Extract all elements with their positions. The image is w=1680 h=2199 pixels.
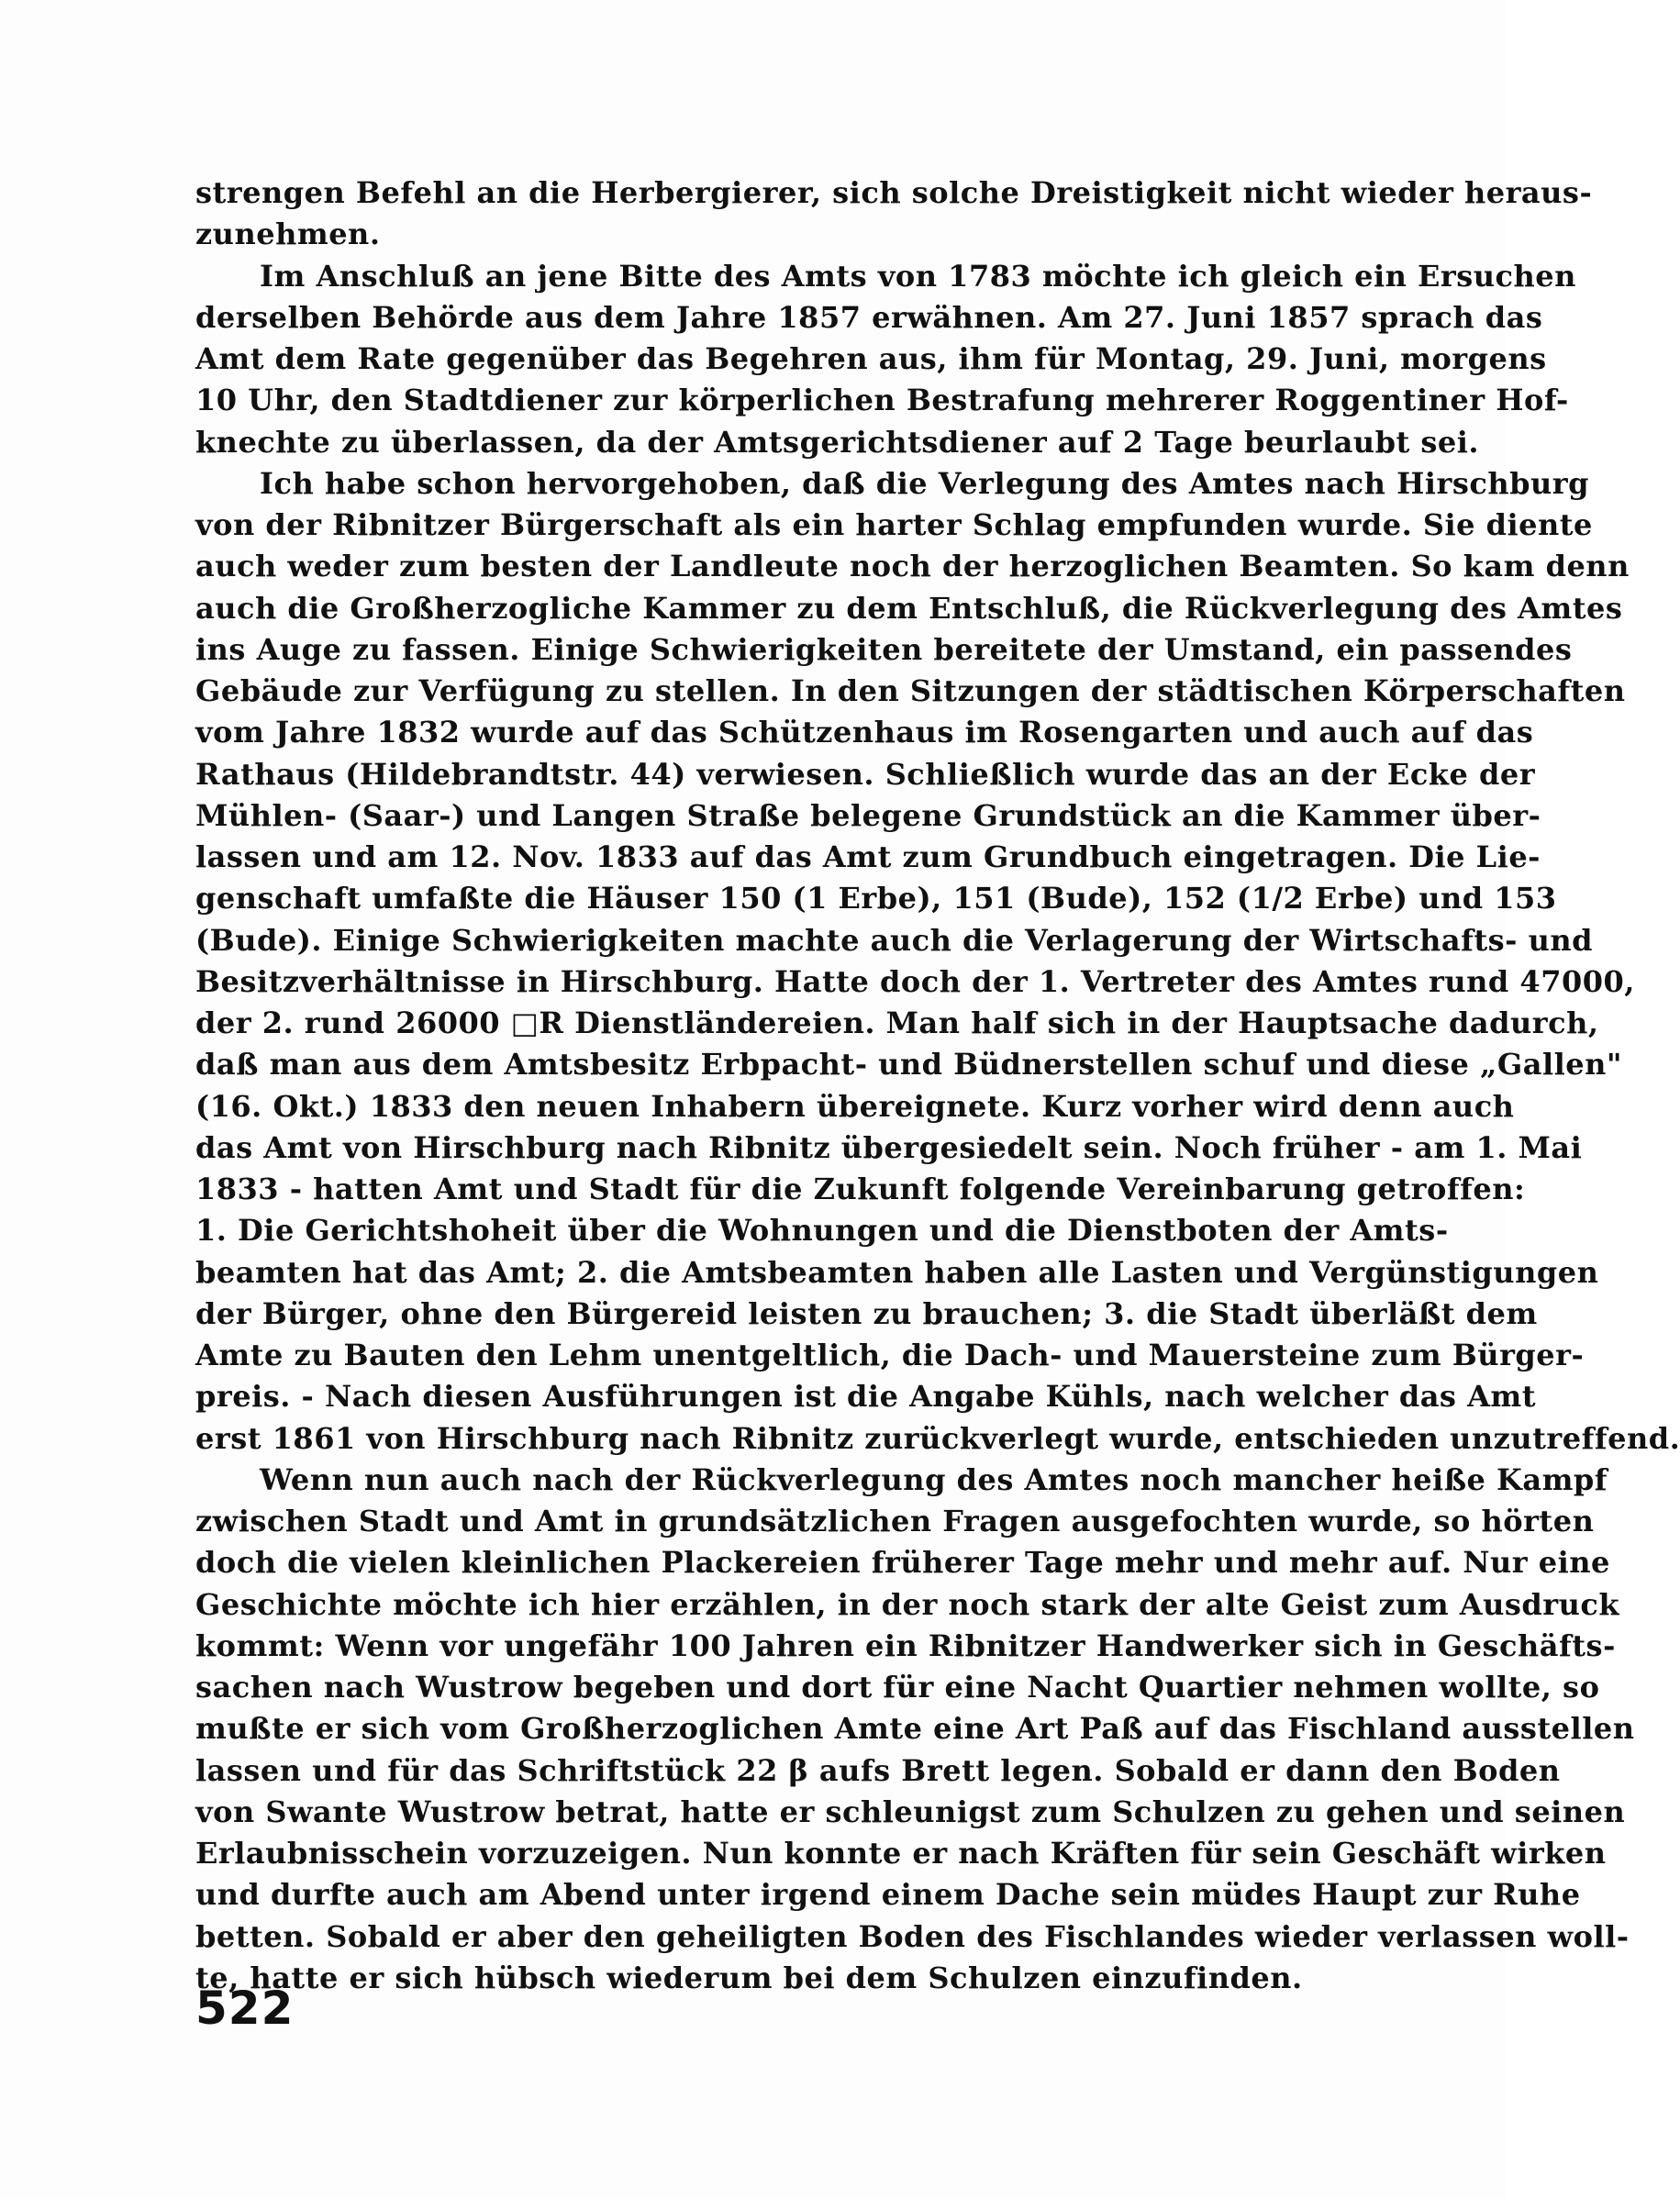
- text-line: von Swante Wustrow betrat, hatte er schleunigst zum Schulzen zu gehen und seinen: [195, 1794, 1626, 1829]
- text-line: doch die vielen kleinlichen Plackereien früherer Tage mehr und mehr auf. Nur eine: [195, 1545, 1610, 1581]
- text-line: genschaft umfaßte die Häuser 150 (1 Erbe), 151 (Bude), 152 (1/2 Erbe) und 153: [195, 881, 1557, 916]
- text-line: sachen nach Wustrow begeben und dort für eine Nacht Quartier nehmen wollte, so: [195, 1670, 1600, 1705]
- text-line: das Amt von Hirschburg nach Ribnitz übergesiedelt sein. Noch früher - am 1. Mai: [195, 1129, 1583, 1165]
- text-line: Wenn nun auch nach der Rückverlegung des Amtes noch mancher heiße Kampf: [260, 1461, 1608, 1497]
- text-line: daß man aus dem Amtsbesitz Erbpacht- und Büdnerstellen schuf und diese „Gallen": [195, 1047, 1623, 1083]
- text-line: (16. Okt.) 1833 den neuen Inhabern übereignete. Kurz vorher wird denn auch: [195, 1088, 1515, 1124]
- text-line: Besitzverhältnisse in Hirschburg. Hatte doch der 1. Vertreter des Amtes rund 47000,: [195, 963, 1635, 999]
- text-line: Amte zu Bauten den Lehm unentgeltlich, die Dach- und Mauersteine zum Bürger-: [195, 1338, 1585, 1372]
- text-line: zunehmen.: [195, 217, 381, 252]
- text-line: Erlaubnisschein vorzuzeigen. Nun konnte er nach Kräften für sein Geschäft wirken: [195, 1836, 1607, 1871]
- text-line: von der Ribnitzer Bürgerschaft als ein harter Schlag empfunden wurde. Sie diente: [195, 507, 1593, 542]
- text-line: 1. Die Gerichtshoheit über die Wohnungen und die Dienstboten der Amts-: [195, 1213, 1449, 1249]
- text-line: auch weder zum besten der Landleute noch der herzoglichen Beamten. So kam denn: [195, 549, 1630, 584]
- text-line: 10 Uhr, den Stadtdiener zur körperlichen Bestrafung mehrerer Roggentiner Hof-: [195, 383, 1569, 418]
- text-line: kommt: Wenn vor ungefähr 100 Jahren ein Ribnitzer Handwerker sich in Geschäfts-: [195, 1627, 1616, 1663]
- text-line: der Bürger, ohne den Bürgereid leisten zu brauchen; 3. die Stadt überläßt dem: [195, 1295, 1538, 1331]
- text-line: der 2. rund 26000 □R Dienstländereien. Man half sich in der Hauptsache dadurch,: [195, 1005, 1599, 1040]
- text-line: Im Anschluß an jene Bitte des Amts von 1783 möchte ich gleich ein Ersuchen: [260, 258, 1576, 294]
- text-line: Ich habe schon hervorgehoben, daß die Verlegung des Amtes nach Hirschburg: [260, 465, 1589, 501]
- text-line: Gebäude zur Verfügung zu stellen. In den Sitzungen der städtischen Körperschaften: [195, 673, 1626, 708]
- text-line: Mühlen- (Saar-) und Langen Straße belegene Grundstück an die Kammer über-: [195, 797, 1541, 833]
- text-line: Geschichte möchte ich hier erzählen, in der noch stark der alte Geist zum Ausdruck: [195, 1586, 1620, 1622]
- text-line: (Bude). Einige Schwierigkeiten machte auch die Verlagerung der Wirtschafts- und: [195, 922, 1593, 958]
- text-line: vom Jahre 1832 wurde auf das Schützenhaus im Rosengarten und auch auf das: [195, 715, 1534, 750]
- text-line: Amt dem Rate gegenüber das Begehren aus, ihm für Montag, 29. Juni, morgens: [195, 341, 1547, 376]
- text-line: 1833 - hatten Amt und Stadt für die Zukunft folgende Vereinbarung getroffen:: [195, 1172, 1526, 1206]
- text-line: beamten hat das Amt; 2. die Amtsbeamten haben alle Lasten und Vergünstigungen: [195, 1254, 1599, 1290]
- page-number: 522: [195, 1982, 295, 2035]
- text-line: mußte er sich vom Großherzoglichen Amte eine Art Paß auf das Fischland ausstellen: [195, 1711, 1635, 1747]
- text-line: erst 1861 von Hirschburg nach Ribnitz zurückverlegt wurde, entschieden unzutreffend.: [195, 1420, 1680, 1456]
- text-line: betten. Sobald er aber den geheiligten Boden des Fischlandes wieder verlassen woll-: [195, 1918, 1630, 1954]
- text-line: auch die Großherzogliche Kammer zu dem Entschluß, die Rückverlegung des Amtes: [195, 590, 1623, 626]
- text-line: und durfte auch am Abend unter irgend einem Dache sein müdes Haupt zur Ruhe: [195, 1877, 1581, 1913]
- text-line: ins Auge zu fassen. Einige Schwierigkeiten bereitete der Umstand, ein passendes: [195, 631, 1573, 667]
- text-line: derselben Behörde aus dem Jahre 1857 erwähnen. Am 27. Juni 1857 sprach das: [195, 299, 1543, 335]
- text-line: Rathaus (Hildebrandtstr. 44) verwiesen. Schließlich wurde das an der Ecke der: [195, 756, 1536, 792]
- text-line: lassen und für das Schriftstück 22 β aufs Brett legen. Sobald er dann den Boden: [195, 1752, 1561, 1788]
- text-line: lassen und am 12. Nov. 1833 auf das Amt zum Grundbuch eingetragen. Die Lie-: [195, 839, 1541, 874]
- text-line: zwischen Stadt und Amt in grundsätzlichen Fragen ausgefochten wurde, so hörten: [195, 1504, 1595, 1538]
- text-line: te, hatte er sich hübsch wiederum bei dem Schulzen einzufinden.: [195, 1960, 1303, 1995]
- text-line: strengen Befehl an die Herbergierer, sich solche Dreistigkeit nicht wieder heraus-: [195, 175, 1593, 210]
- text-line: preis. - Nach diesen Ausführungen ist die Angabe Kühls, nach welcher das Amt: [195, 1379, 1537, 1415]
- text-line: knechte zu überlassen, da der Amtsgerichtsdiener auf 2 Tage beurlaubt sei.: [195, 424, 1480, 460]
- body-text: [195, 172, 1680, 1999]
